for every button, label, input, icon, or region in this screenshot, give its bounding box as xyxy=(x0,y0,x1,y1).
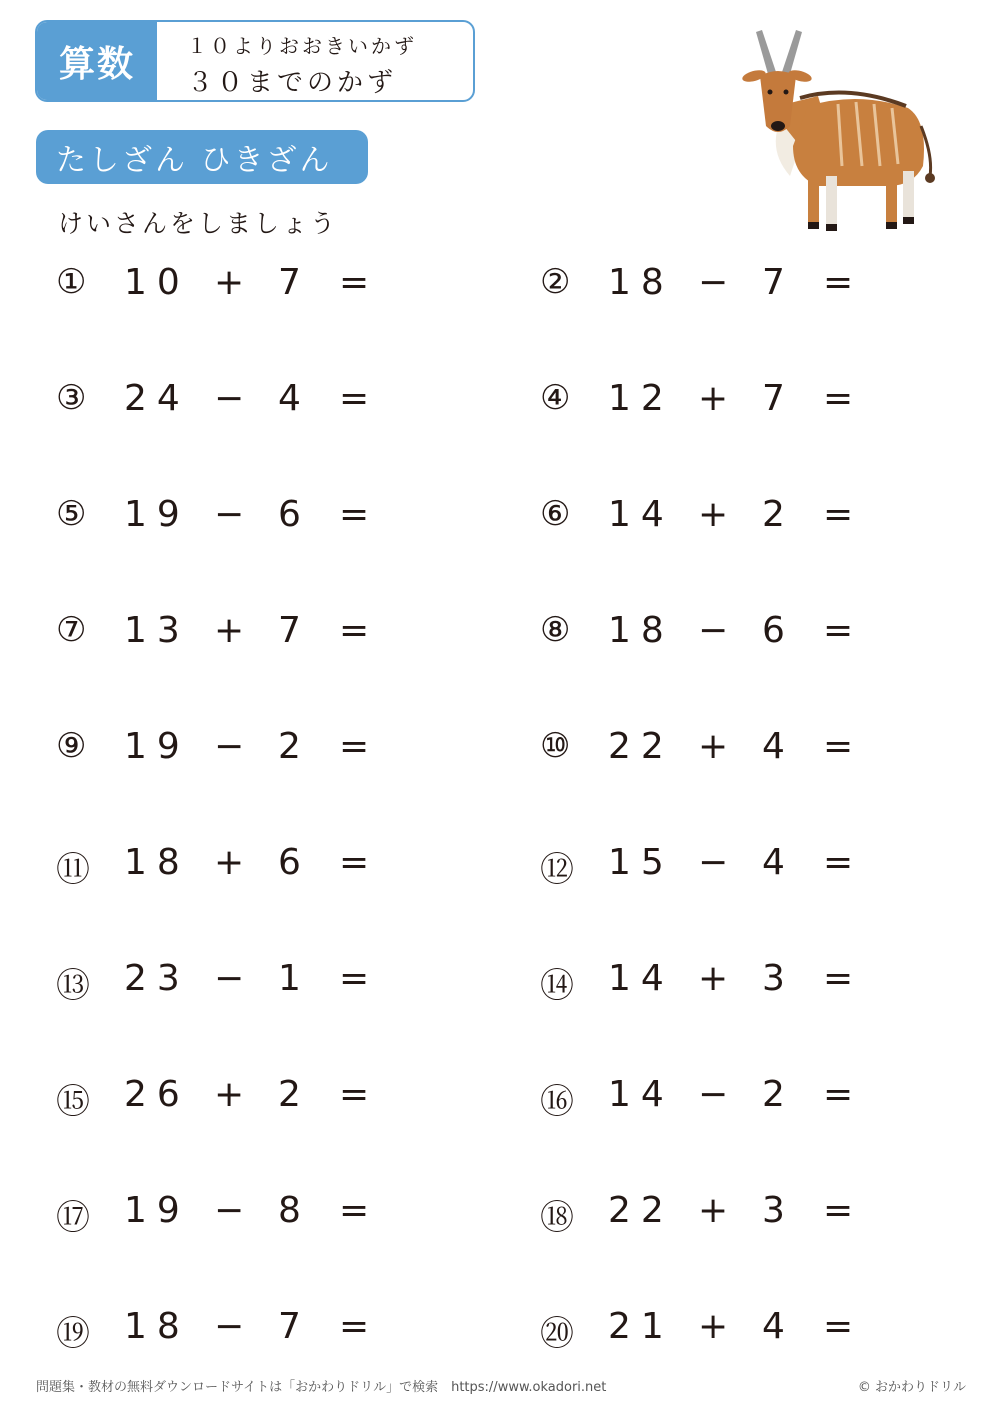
operand-b: 7 xyxy=(278,262,301,303)
equals-sign: = xyxy=(823,1306,854,1347)
problem-item xyxy=(56,834,456,894)
problem-number: ⑭ xyxy=(540,966,574,1006)
problem-item xyxy=(56,1182,456,1242)
equals-sign: = xyxy=(339,494,370,535)
equals-sign: = xyxy=(339,1074,370,1115)
problem-item xyxy=(56,950,456,1010)
operand-b: 7 xyxy=(278,610,301,651)
operator: + xyxy=(698,378,729,419)
problem-number: ⑫ xyxy=(540,850,574,890)
operand-b: 2 xyxy=(278,726,301,767)
problem-number: ⑲ xyxy=(56,1314,90,1354)
section-title: たしざん ひきざん xyxy=(36,130,368,184)
operand-a: 14 xyxy=(608,958,674,999)
equals-sign: = xyxy=(823,842,854,883)
problem-number: ⑱ xyxy=(540,1198,574,1238)
equals-sign: = xyxy=(339,610,370,651)
header-box xyxy=(35,20,475,102)
problem-number: ⑧ xyxy=(540,610,571,650)
problem-number: ⑦ xyxy=(56,610,87,650)
equals-sign: = xyxy=(823,262,854,303)
problem-item xyxy=(540,254,940,314)
operand-b: 2 xyxy=(278,1074,301,1115)
equals-sign: = xyxy=(823,726,854,767)
operand-a: 18 xyxy=(124,842,190,883)
problem-number: ⑮ xyxy=(56,1082,90,1122)
operand-a: 18 xyxy=(124,1306,190,1347)
operand-b: 6 xyxy=(278,842,301,883)
problem-number: ⑥ xyxy=(540,494,571,534)
problem-item xyxy=(56,370,456,430)
operator: + xyxy=(214,610,245,651)
problem-item xyxy=(56,1298,456,1358)
operand-b: 1 xyxy=(278,958,301,999)
operand-b: 6 xyxy=(762,610,785,651)
operand-b: 6 xyxy=(278,494,301,535)
problem-item xyxy=(56,1066,456,1126)
operand-a: 18 xyxy=(608,610,674,651)
operand-a: 26 xyxy=(124,1074,190,1115)
operator: − xyxy=(214,1306,245,1347)
operator: + xyxy=(214,842,245,883)
operand-a: 14 xyxy=(608,1074,674,1115)
problem-item xyxy=(540,486,940,546)
problem-number: ⑨ xyxy=(56,726,87,766)
unit-label: １０よりおおきいかず xyxy=(187,34,417,58)
problem-item xyxy=(540,1182,940,1242)
operand-a: 19 xyxy=(124,1190,190,1231)
operand-b: 8 xyxy=(278,1190,301,1231)
operator: − xyxy=(698,262,729,303)
equals-sign: = xyxy=(339,378,370,419)
problem-item xyxy=(540,1298,940,1358)
operator: + xyxy=(698,958,729,999)
equals-sign: = xyxy=(339,1306,370,1347)
operator: + xyxy=(698,726,729,767)
equals-sign: = xyxy=(339,726,370,767)
equals-sign: = xyxy=(339,958,370,999)
subject-label: 算数 xyxy=(37,22,157,100)
operand-b: 7 xyxy=(762,378,785,419)
problem-item xyxy=(540,602,940,662)
problem-item xyxy=(56,718,456,778)
operator: + xyxy=(214,1074,245,1115)
equals-sign: = xyxy=(823,378,854,419)
problem-number: ⑪ xyxy=(56,850,90,890)
problem-item xyxy=(56,486,456,546)
operator: + xyxy=(214,262,245,303)
problem-number: ⑩ xyxy=(540,726,571,766)
problem-item xyxy=(540,370,940,430)
topic-label: ３０までのかず xyxy=(187,68,398,98)
operand-b: 7 xyxy=(762,262,785,303)
problem-item xyxy=(56,602,456,662)
operator: − xyxy=(698,842,729,883)
operand-a: 23 xyxy=(124,958,190,999)
operand-b: 2 xyxy=(762,494,785,535)
operator: + xyxy=(698,494,729,535)
problem-number: ⑰ xyxy=(56,1198,90,1238)
operand-b: 4 xyxy=(762,842,785,883)
footer-note: 問題集・教材の無料ダウンロードサイトは「おかわりドリル」で検索 https://www.okadori.net xyxy=(36,1380,607,1395)
operand-a: 22 xyxy=(608,1190,674,1231)
problem-item xyxy=(56,254,456,314)
equals-sign: = xyxy=(823,494,854,535)
equals-sign: = xyxy=(339,1190,370,1231)
operator: + xyxy=(698,1190,729,1231)
operand-a: 18 xyxy=(608,262,674,303)
operand-b: 2 xyxy=(762,1074,785,1115)
operand-b: 3 xyxy=(762,1190,785,1231)
operand-b: 4 xyxy=(762,1306,785,1347)
operand-a: 10 xyxy=(124,262,190,303)
equals-sign: = xyxy=(823,1074,854,1115)
operand-a: 24 xyxy=(124,378,190,419)
equals-sign: = xyxy=(823,958,854,999)
equals-sign: = xyxy=(339,842,370,883)
operand-a: 22 xyxy=(608,726,674,767)
problem-number: ⑳ xyxy=(540,1314,574,1354)
operand-a: 15 xyxy=(608,842,674,883)
operator: − xyxy=(698,1074,729,1115)
problem-number: ① xyxy=(56,262,87,302)
operand-a: 21 xyxy=(608,1306,674,1347)
operand-a: 14 xyxy=(608,494,674,535)
problem-number: ⑯ xyxy=(540,1082,574,1122)
operand-a: 12 xyxy=(608,378,674,419)
problem-item xyxy=(540,834,940,894)
operator: + xyxy=(698,1306,729,1347)
problem-item xyxy=(540,950,940,1010)
equals-sign: = xyxy=(823,610,854,651)
operator: − xyxy=(214,1190,245,1231)
operator: − xyxy=(214,726,245,767)
operand-a: 13 xyxy=(124,610,190,651)
operator: − xyxy=(214,958,245,999)
operand-b: 4 xyxy=(762,726,785,767)
problem-number: ④ xyxy=(540,378,571,418)
eland-illustration xyxy=(738,26,938,236)
operand-b: 4 xyxy=(278,378,301,419)
equals-sign: = xyxy=(823,1190,854,1231)
instruction-text: けいさんをしましょう xyxy=(58,209,339,238)
problem-item xyxy=(540,718,940,778)
operator: − xyxy=(214,494,245,535)
operand-a: 19 xyxy=(124,494,190,535)
copyright-text: © おかわりドリル xyxy=(857,1380,966,1395)
problem-item xyxy=(540,1066,940,1126)
equals-sign: = xyxy=(339,262,370,303)
operand-b: 3 xyxy=(762,958,785,999)
operator: − xyxy=(214,378,245,419)
operator: − xyxy=(698,610,729,651)
problem-number: ② xyxy=(540,262,571,302)
operand-b: 7 xyxy=(278,1306,301,1347)
problem-number: ⑬ xyxy=(56,966,90,1006)
problem-number: ⑤ xyxy=(56,494,87,534)
operand-a: 19 xyxy=(124,726,190,767)
problem-number: ③ xyxy=(56,378,87,418)
